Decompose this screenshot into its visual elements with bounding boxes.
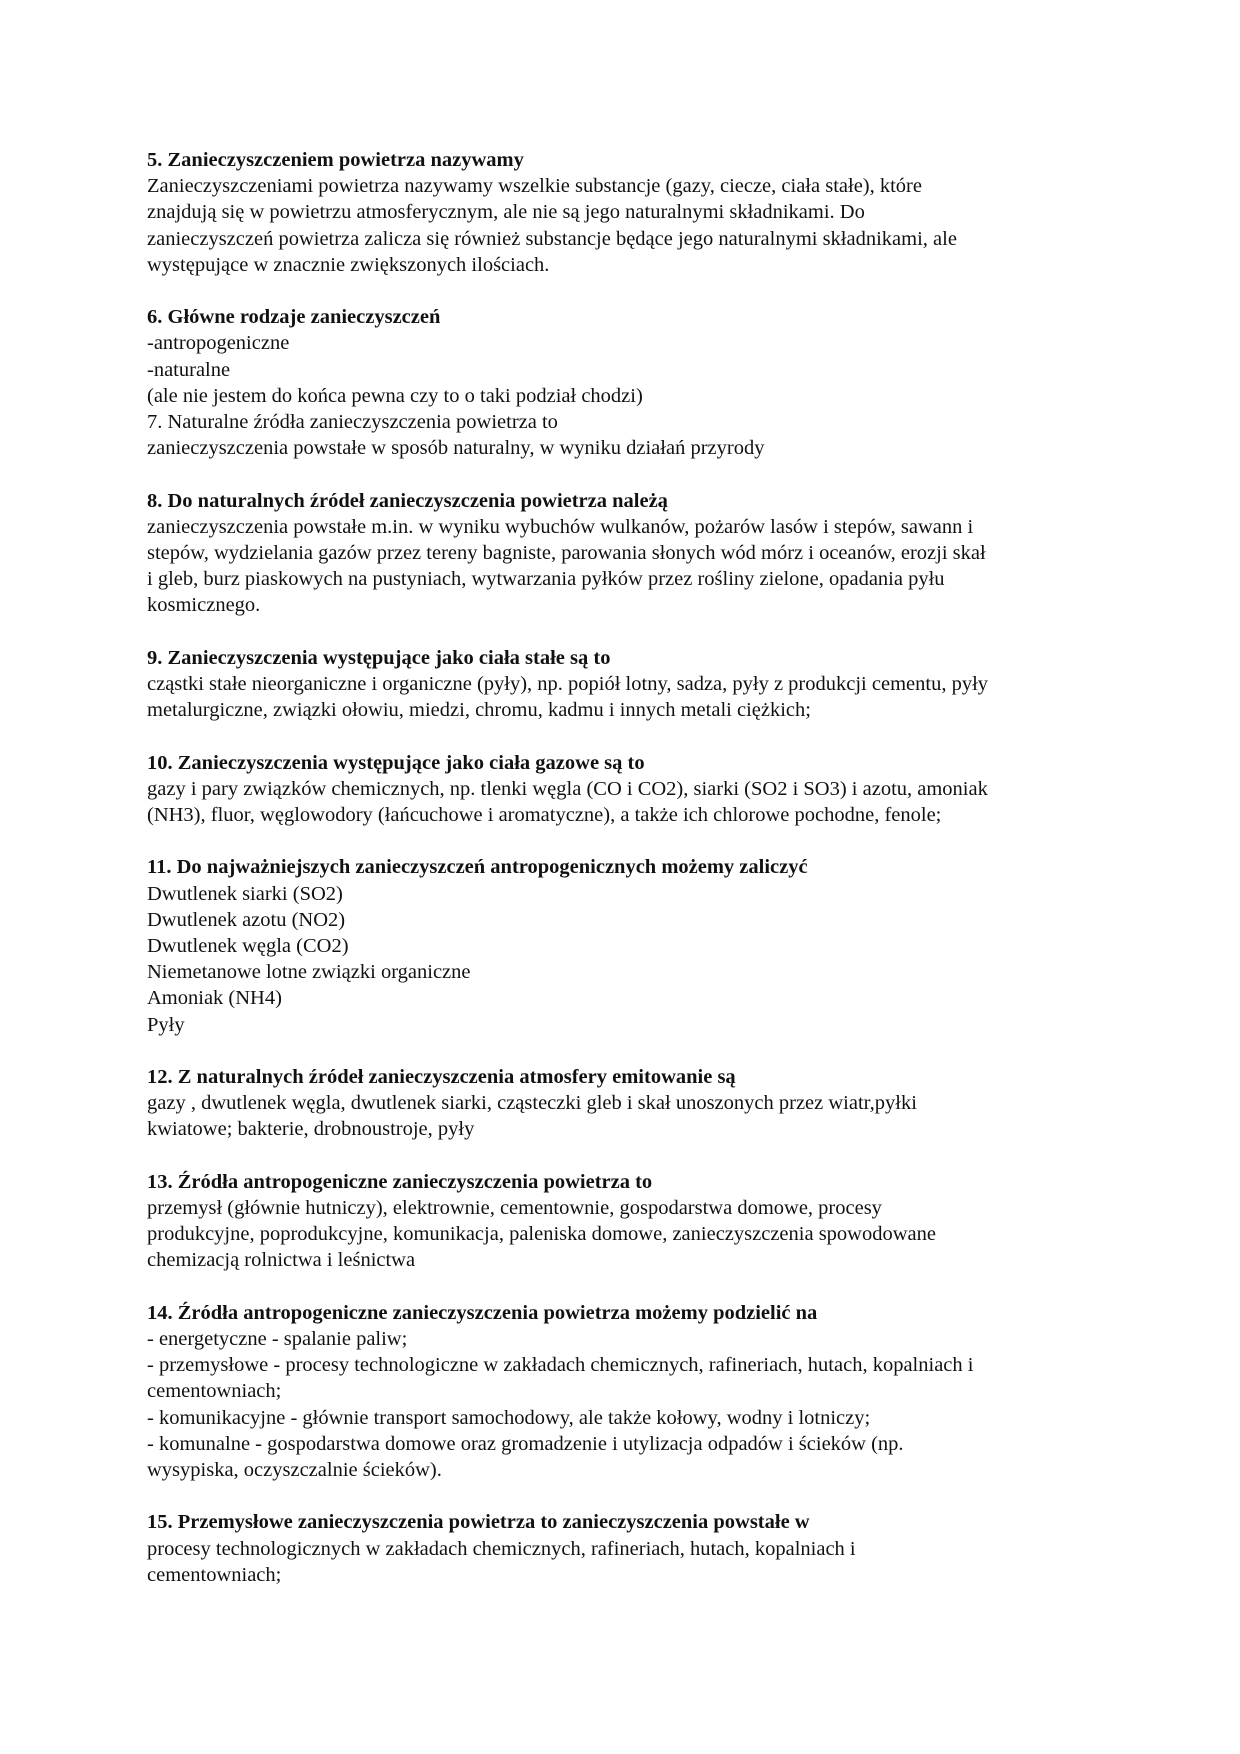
section-text-line: cementowniach; (147, 1380, 282, 1403)
section-heading: 11. Do najważniejszych zanieczyszczeń antropogenicznych możemy zaliczyć (147, 856, 808, 879)
section-text-line: przemysł (głównie hutniczy), elektrownie, cementownie, gospodarstwa domowe, procesy (147, 1197, 882, 1220)
section-text-line: (ale nie jestem do końca pewna czy to o taki podział chodzi) (147, 384, 643, 407)
document-page (147, 147, 1097, 1614)
section-text-line: - energetyczne - spalanie paliw; (147, 1328, 408, 1351)
section-heading: 13. Źródła antropogeniczne zanieczyszczenia powietrza to (147, 1170, 653, 1193)
section-text-line: wysypiska, oczyszczalnie ścieków). (147, 1459, 442, 1482)
section-text-line: -naturalne (147, 358, 231, 381)
section-text-line: Dwutlenek węgla (CO2) (147, 935, 349, 958)
section-text-line: zanieczyszczenia powstałe w sposób naturalny, w wyniku działań przyrody (147, 437, 765, 460)
section-heading: 8. Do naturalnych źródeł zanieczyszczenia powietrza należą (147, 489, 668, 512)
section-text-line: - komunikacyjne - głównie transport samochodowy, ale także kołowy, wodny i lotniczy; (147, 1406, 871, 1429)
section-text-line: Amoniak (NH4) (147, 987, 282, 1010)
section-text-line: znajdują się w powietrzu atmosferycznym, ale nie są jego naturalnymi składnikami. Do (147, 201, 865, 224)
section-2 (147, 304, 1097, 409)
section-10 (147, 1300, 1097, 1483)
section-heading: 6. Główne rodzaje zanieczyszczeń (147, 306, 441, 329)
section-9 (147, 1169, 1097, 1274)
section-text-line: cząstki stałe nieorganiczne i organiczne (pyły), np. popiół lotny, sadza, pyły z produkcji cementu, pyły (147, 673, 989, 696)
section-6 (147, 750, 1097, 829)
section-text-line: gazy , dwutlenek węgla, dwutlenek siarki, cząsteczki gleb i skał unoszonych przez wiatr,pyłki (147, 1092, 917, 1115)
section-heading: 9. Zanieczyszczenia występujące jako ciała stałe są to (147, 646, 611, 669)
section-text-line: procesy technologicznych w zakładach chemicznych, rafineriach, hutach, kopalniach i (147, 1537, 856, 1560)
section-text-line: produkcyjne, poprodukcyjne, komunikacja, paleniska domowe, zanieczyszczenia spowodowane (147, 1223, 936, 1246)
section-1 (147, 147, 1097, 278)
section-8 (147, 1064, 1097, 1143)
section-heading: 10. Zanieczyszczenia występujące jako ciała gazowe są to (147, 751, 645, 774)
section-4 (147, 488, 1097, 619)
section-text-line: chemizacją rolnictwa i leśnictwa (147, 1249, 416, 1272)
section-text-line: Dwutlenek azotu (NO2) (147, 908, 346, 931)
section-text-line: zanieczyszczenia powstałe m.in. w wyniku wybuchów wulkanów, pożarów lasów i stepów, sawann i (147, 515, 974, 538)
section-text-line: - komunalne - gospodarstwa domowe oraz gromadzenie i utylizacja odpadów i ścieków (np. (147, 1432, 904, 1455)
section-text-line: (NH3), fluor, węglowodory (łańcuchowe i aromatyczne), a także ich chlorowe pochodne, fenole; (147, 804, 942, 827)
section-text-line: i gleb, burz piaskowych na pustyniach, wytwarzania pyłków przez rośliny zielone, opadania pyłu (147, 568, 945, 591)
section-text-line: -antropogeniczne (147, 332, 290, 355)
section-heading: 12. Z naturalnych źródeł zanieczyszczenia atmosfery emitowanie są (147, 1066, 736, 1089)
section-text-line: występujące w znacznie zwiększonych ilościach. (147, 253, 550, 276)
section-heading: 7. Naturalne źródła zanieczyszczenia powietrza to (147, 411, 558, 434)
section-7 (147, 854, 1097, 1037)
section-text-line: cementowniach; (147, 1563, 282, 1586)
section-text-line: Dwutlenek siarki (SO2) (147, 882, 343, 905)
section-text-line: Niemetanowe lotne związki organiczne (147, 961, 471, 984)
section-text-line: Zanieczyszczeniami powietrza nazywamy wszelkie substancje (gazy, ciecze, ciała stałe), które (147, 175, 922, 198)
section-text-line: Pyły (147, 1013, 185, 1036)
section-text-line: zanieczyszczeń powietrza zalicza się również substancje będące jego naturalnymi składnikami, ale (147, 227, 957, 250)
section-text-line: kwiatowe; bakterie, drobnoustroje, pyły (147, 1118, 475, 1141)
section-heading: 15. Przemysłowe zanieczyszczenia powietrza to zanieczyszczenia powstałe w (147, 1511, 810, 1534)
section-text-line: kosmicznego. (147, 594, 261, 617)
section-heading: 14. Źródła antropogeniczne zanieczyszczenia powietrza możemy podzielić na (147, 1301, 818, 1324)
section-heading: 5. Zanieczyszczeniem powietrza nazywamy (147, 149, 524, 171)
section-text-line: metalurgiczne, związki ołowiu, miedzi, chromu, kadmu i innych metali ciężkich; (147, 699, 811, 722)
section-text-line: stepów, wydzielania gazów przez tereny bagniste, parowania słonych wód mórz i oceanów, erozji skał (147, 542, 986, 565)
section-11 (147, 1509, 1097, 1588)
section-5 (147, 645, 1097, 724)
section-3 (147, 409, 1097, 461)
section-text-line: - przemysłowe - procesy technologiczne w zakładach chemicznych, rafineriach, hutach, kopalniach i (147, 1354, 974, 1377)
section-text-line: gazy i pary związków chemicznych, np. tlenki węgla (CO i CO2), siarki (SO2 i SO3) i azotu, amoniak (147, 777, 988, 800)
